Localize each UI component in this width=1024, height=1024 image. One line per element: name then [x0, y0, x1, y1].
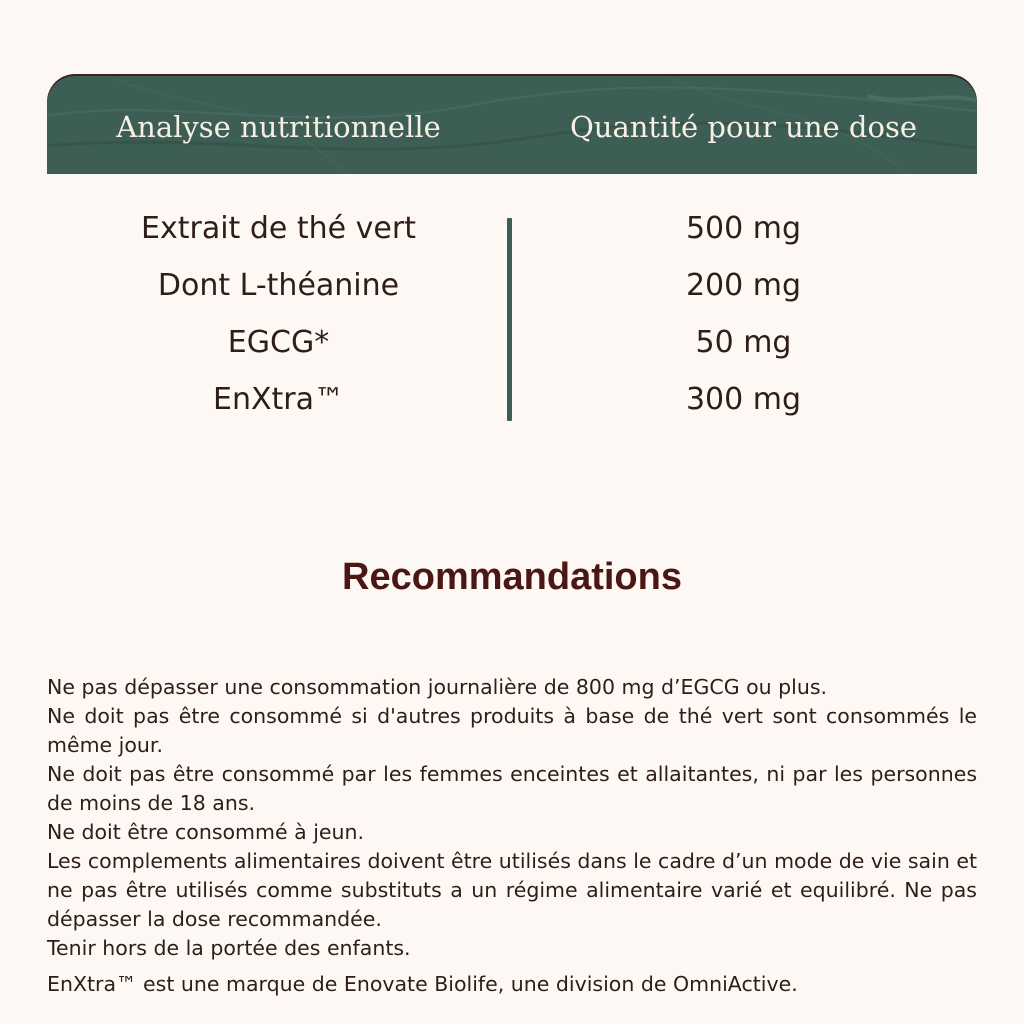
recommendation-line: Ne doit pas être consommé par les femmes enceintes et allaitantes, ni par les personnes de moins de 18 ans.: [47, 762, 977, 815]
recommendations-title: Recommandations: [342, 556, 682, 598]
table-row: [47, 257, 977, 314]
recommendation-line: Ne doit être consommé à jeun.: [47, 820, 365, 844]
table-row: [47, 200, 977, 257]
nutrient-amount: 300 mg: [685, 382, 802, 417]
recommendations-text: [47, 673, 977, 999]
header-nutritional-analysis: Analyse nutritionnelle: [116, 110, 441, 144]
nutrient-amount: 500 mg: [685, 211, 802, 246]
nutrient-name: Extrait de thé vert: [141, 211, 416, 246]
recommendation-line: Ne pas dépasser une consommation journalière de 800 mg d’EGCG ou plus.: [47, 675, 828, 699]
recommendation-line: Ne doit pas être consommé si d'autres produits à base de thé vert sont consommés le même jour.: [47, 704, 977, 757]
nutrient-amount: 200 mg: [685, 268, 802, 303]
nutrient-name: Dont L-théanine: [157, 268, 400, 303]
recommendation-line: Les complements alimentaires doivent être utilisés dans le cadre d’un mode de vie sain et ne pas être utilisés comme substituts a un régime alimentaire varié et equilibré. Ne pas dépasser la dose recommandée.: [47, 849, 977, 931]
nutrient-name: EGCG*: [227, 325, 330, 360]
recommendation-line: Tenir hors de la portée des enfants.: [47, 936, 411, 960]
nutrient-name: EnXtra™: [212, 382, 344, 417]
nutrient-amount: 50 mg: [695, 325, 792, 360]
header-quantity-per-dose: Quantité pour une dose: [570, 110, 917, 144]
trademark-note: EnXtra™ est une marque de Enovate Biolife, une division de OmniActive.: [47, 972, 798, 996]
table-row: [47, 314, 977, 371]
table-header: [47, 76, 977, 174]
table-row: [47, 371, 977, 428]
